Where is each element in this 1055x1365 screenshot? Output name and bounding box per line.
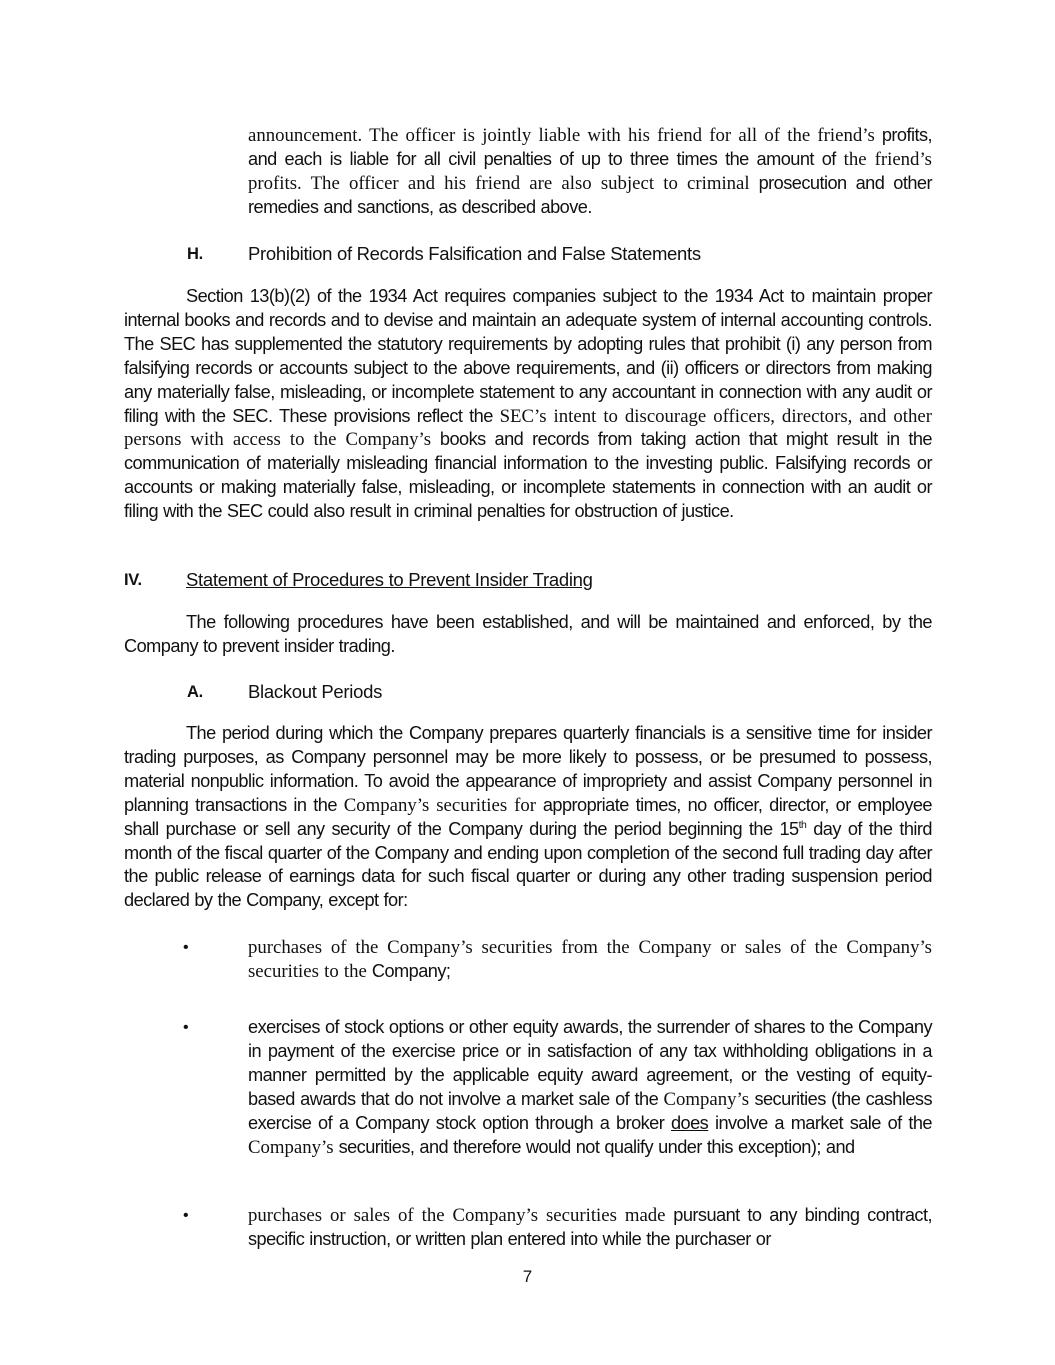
section-a-title: Blackout Periods <box>248 681 383 702</box>
section-a-serif-text: Company’s securities for <box>343 794 537 816</box>
section-a-text-1: The period during which the Company prepares quarterly financials is a sensitive time for insider trading purposes, as Company personnel may be more likely to possess, or be presumed to possess, material nonpublic information. To avoid the appearance of impropriety and assist Company personnel in planning transactions in the <box>124 723 932 815</box>
bullet-2-text-c: involve a market sale of the <box>714 1112 932 1133</box>
bullet-3-text: pursuant to any binding contract, specific instruction, or written plan entered into while the purchaser or <box>248 1205 932 1249</box>
bullet-item-3 <box>248 1204 932 1252</box>
bullet-2-text-d: securities, and therefore would not qualify under this exception); and <box>338 1136 855 1157</box>
section-a-text-3: day of the third month of the fiscal quarter of the Company and ending upon completion of the second full trading day after the public release of earnings data for such fiscal quarter or during any other trading suspension period declared by the Company, except for: <box>124 818 932 911</box>
ordinal-suffix: th <box>798 818 807 831</box>
bullet-marker: • <box>183 939 189 956</box>
section-h-title: Prohibition of Records Falsification and False Statements <box>248 243 701 264</box>
section-a-number: A. <box>187 683 203 701</box>
page-number: 7 <box>522 1267 533 1286</box>
bullet-2-serif-a: Company’s <box>663 1088 750 1110</box>
section-iv-number: IV. <box>124 571 142 589</box>
section-iv-title: Statement of Procedures to Prevent Insider Trading <box>186 569 593 590</box>
section-h-number: H. <box>187 245 203 263</box>
bullet-2-text-a: exercises of stock options or other equity awards, the surrender of shares to the Company in payment of the exercise price or in satisfaction of any tax withholding obligations in a manner permitted by the applicable equity award agreement, or the vesting of equity-based awards that do not involve a market sale of the <box>248 1017 932 1109</box>
bullet-marker: • <box>183 1019 189 1036</box>
bullet-item-2 <box>248 1016 932 1159</box>
bullet-2-serif-b: Company’s <box>248 1136 334 1158</box>
section-h-text-c: books and records from taking action that might result in the communication of materially misleading financial information to the investing public. Falsifying records or accounts or making materially false, misleading, or incomplete statements in connection with an audit or filing with the SEC could also result in criminal penalties for obstruction of justice. <box>124 429 933 522</box>
carryover-line-3: the friend’s profits. The officer and his friend are also subject to criminal <box>248 148 932 194</box>
section-h-text-a: Section 13(b)(2) of the 1934 Act requires companies subject to the 1934 Act to maintain proper internal books and records and to devise and maintain an adequate system of internal accounting controls. The SEC has supplemented the statutory requirements by adopting rules that prohibit (i) any person from falsifying records or accounts subject to the above requirements, and (ii) officers or directors from making any materially false, misleading, or incomplete statement to any accountant in connection with any audit or filing with the SEC. These provisions reflect the <box>124 286 932 426</box>
carryover-line-4: prosecution and other remedies and sanctions, as described above. <box>248 172 932 217</box>
bullet-1-serif-text: purchases of the Company’s securities from the Company or sales of the Company’s securities to the <box>248 937 932 982</box>
section-h-text-b: SEC’s intent to discourage officers, directors, and other persons with access to the Company’s <box>124 405 932 451</box>
bullet-item-1 <box>248 936 932 984</box>
section-a-text-2: appropriate times, no officer, director, or employee shall purchase or sell any security of the Company during the period beginning the 15 <box>124 794 932 839</box>
bullet-2-text-b: securities (the cashless exercise of a Company stock option through a broker <box>248 1088 932 1133</box>
bullet-marker: • <box>183 1207 189 1224</box>
bullet-2-underlined-word: does <box>670 1112 709 1133</box>
carryover-line-2: profits, and each is liable for all civil penalties of up to three times the amount of <box>248 125 932 169</box>
section-iv-text: The following procedures have been established, and will be maintained and enforced, by the Company to prevent insider trading. <box>124 612 932 656</box>
section-iv-paragraph <box>124 611 932 659</box>
bullet-1-tail: Company; <box>371 960 451 981</box>
carryover-paragraph <box>248 124 932 220</box>
section-a-paragraph <box>124 722 932 913</box>
carryover-line-1: announcement. The officer is jointly liable with his friend for all of the friend’s <box>248 125 875 146</box>
bullet-3-serif-text: purchases or sales of the Company’s securities made <box>248 1205 666 1226</box>
section-h-paragraph <box>124 285 932 524</box>
